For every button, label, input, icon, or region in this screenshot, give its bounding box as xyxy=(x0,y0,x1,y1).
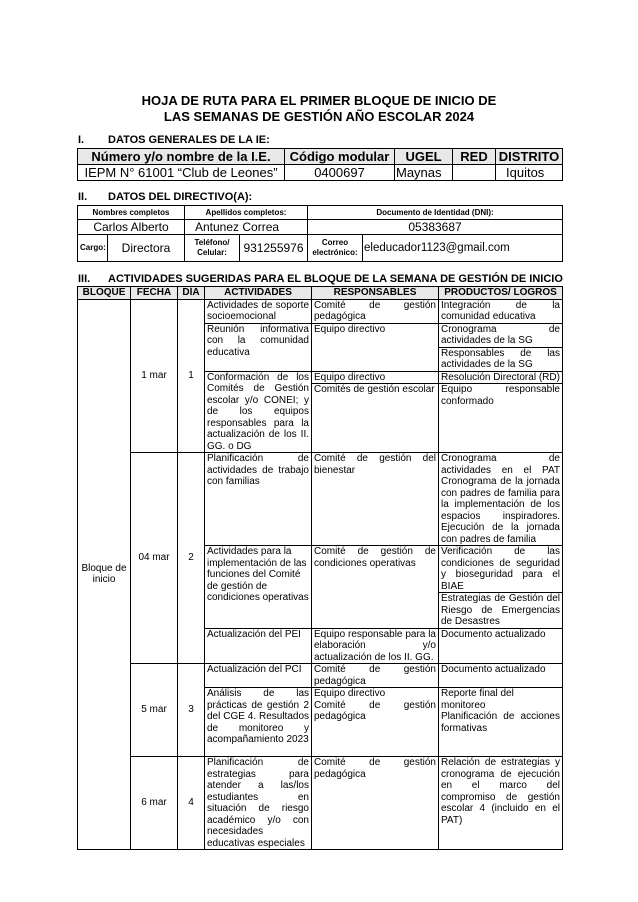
responsable-cell: Comité de gestión pedagógica xyxy=(312,299,439,323)
producto-line: Planificación de acciones formativas xyxy=(441,711,560,734)
ie-value-distrito: Iquitos xyxy=(496,165,563,181)
telefono-value: 931255976 xyxy=(240,235,308,262)
producto-cell: Cronograma de actividades en el PAT Cronograma de la jornada con padres de familia para la implementación de los espacios inspiradores. Ejecución de la jornada con padres de familia xyxy=(439,453,563,546)
table-row xyxy=(78,299,563,323)
section-title: DATOS DEL DIRECTIVO(A): xyxy=(108,191,253,203)
section-number: I. xyxy=(78,134,85,146)
actividad-cell: Actualización del PEI xyxy=(205,628,312,664)
act-header-fecha: FECHA xyxy=(131,287,178,300)
section-title: DATOS GENERALES DE LA IE: xyxy=(108,134,270,146)
act-header-bloque: BLOQUE xyxy=(78,287,131,300)
actividad-cell: Análisis de las prácticas de gestión 2 del CGE 4. Resultados de monitoreo y acompañamiento 2023 xyxy=(205,688,312,757)
ie-header-ugel: UGEL xyxy=(395,149,453,165)
producto-cell: Documento actualizado xyxy=(439,664,563,688)
correo-value: eleducador1123@gmail.com xyxy=(363,235,563,262)
actividad-cell: Planificación de actividades de trabajo con familias xyxy=(205,453,312,546)
ie-header-distrito: DISTRITO xyxy=(496,149,563,165)
correo-label: Correo electrónico: xyxy=(308,235,363,262)
producto-cell: Documento actualizado xyxy=(439,628,563,664)
act-header-actividades: ACTIVIDADES xyxy=(205,287,312,300)
producto-cell: Verificación de las condiciones de seguridad y bioseguridad para el BIAE xyxy=(439,546,563,593)
responsable-cell: Comité de gestión pedagógica xyxy=(312,757,439,850)
actividad-cell: Actualización del PCI xyxy=(205,664,312,688)
page-title-line2: LAS SEMANAS DE GESTIÓN AÑO ESCOLAR 2024 xyxy=(163,109,475,124)
ie-value-name: IEPM N° 61001 “Club de Leones” xyxy=(78,165,285,181)
directivo-header-apellidos: Apellidos completos: xyxy=(185,206,308,220)
actividad-cell: Conformación de los Comités de Gestión escolar y/o CONEI; y de los equipos responsables para la actualización de los II. GG. o DG xyxy=(205,371,312,453)
section-title: ACTIVIDADES SUGERIDAS PARA EL BLOQUE DE LA SEMANA DE GESTIÓN DE INICIO xyxy=(108,273,563,285)
responsable-line: Equipo directivo xyxy=(314,371,386,383)
responsable-line: Comités de gestión escolar xyxy=(312,383,438,396)
responsable-line: Comité de gestión pedagógica xyxy=(314,699,436,722)
directivo-nombres: Carlos Alberto xyxy=(78,220,185,235)
producto-cell: Estrategias de Gestión del Riesgo de Emergencias de Desastres xyxy=(439,593,563,629)
directivo-header-dni: Documento de Identidad (DNI): xyxy=(308,206,563,220)
act-header-productos: PRODUCTOS/ LOGROS xyxy=(439,287,563,300)
table-row xyxy=(78,664,563,688)
cargo-label: Cargo: xyxy=(78,235,108,262)
table-row xyxy=(78,453,563,546)
dia-cell: 2 xyxy=(178,453,205,664)
responsable-cell: Equipo responsable para la elaboración y/o actualización de los II. GG. xyxy=(312,628,439,664)
actividad-cell: Actividades de soporte socioemocional xyxy=(205,299,312,323)
producto-cell xyxy=(439,688,563,757)
directivo-table xyxy=(77,205,563,262)
fecha-cell: 5 mar xyxy=(131,664,178,757)
actividad-cell: Reunión informativa con la comunidad educativa xyxy=(205,323,312,371)
ie-header-name: Número y/o nombre de la I.E. xyxy=(78,149,285,165)
producto-cell: Cronograma de actividades de la SG xyxy=(439,323,563,347)
dia-cell: 1 xyxy=(178,299,205,453)
ie-data-table xyxy=(77,148,563,181)
directivo-header-nombres: Nombres completos xyxy=(78,206,185,220)
responsable-cell: Equipo directivo xyxy=(312,323,439,371)
producto-cell: Relación de estrategias y cronograma de ejecución en el marco del compromiso de gestión escolar 4 (incluido en el PAT) xyxy=(439,757,563,850)
act-header-responsables: RESPONSABLES xyxy=(312,287,439,300)
producto-cell: Responsables de las actividades de la SG xyxy=(439,347,563,371)
telefono-label: Teléfono/ Celular: xyxy=(185,235,240,262)
responsable-line: Equipo directivo xyxy=(314,688,386,699)
responsable-cell: Comité de gestión pedagógica xyxy=(312,664,439,688)
actividad-cell: Planificación de estrategias para atender a las/los estudiantes en situación de riesgo académico y/o con necesidades educativas especiales xyxy=(205,757,312,850)
directivo-dni: 05383687 xyxy=(308,220,563,235)
actividad-cell: Actividades para la implementación de las funciones del Comité de gestión de condiciones operativas xyxy=(205,546,312,629)
responsable-cell: Comité de gestión de condiciones operativas xyxy=(312,546,439,629)
responsable-cell xyxy=(312,688,439,757)
ie-header-code: Código modular xyxy=(285,149,395,165)
directivo-apellidos: Antunez Correa xyxy=(185,220,308,235)
fecha-cell: 1 mar xyxy=(131,299,178,453)
section-1-heading xyxy=(78,133,270,147)
section-number: II. xyxy=(78,191,88,203)
page-title-line1: HOJA DE RUTA PARA EL PRIMER BLOQUE DE INICIO DE xyxy=(141,93,497,108)
ie-value-red xyxy=(453,165,496,181)
ie-header-red: RED xyxy=(453,149,496,165)
fecha-cell: 04 mar xyxy=(131,453,178,664)
producto-line: Reporte final del monitoreo xyxy=(441,688,514,711)
actividades-table xyxy=(77,286,563,850)
cargo-value: Directora xyxy=(108,235,185,262)
section-number: III. xyxy=(78,273,91,285)
responsable-cell: Comité de gestión del bienestar xyxy=(312,453,439,546)
dia-cell: 3 xyxy=(178,664,205,757)
ie-value-code: 0400697 xyxy=(285,165,395,181)
producto-line: Resolución Directoral (RD) xyxy=(441,371,560,383)
dia-cell: 4 xyxy=(178,757,205,850)
bloque-cell: Bloque de inicio xyxy=(78,299,131,850)
fecha-cell: 6 mar xyxy=(131,757,178,850)
section-3-heading xyxy=(78,272,563,286)
producto-cell xyxy=(439,371,563,453)
responsable-cell xyxy=(312,371,439,453)
producto-line: Equipo responsable conformado xyxy=(441,384,560,407)
section-2-heading xyxy=(78,190,252,204)
ie-value-ugel: Maynas xyxy=(395,165,453,181)
act-header-dia: DÍA xyxy=(178,287,205,300)
producto-cell: Integración de la comunidad educativa xyxy=(439,299,563,323)
